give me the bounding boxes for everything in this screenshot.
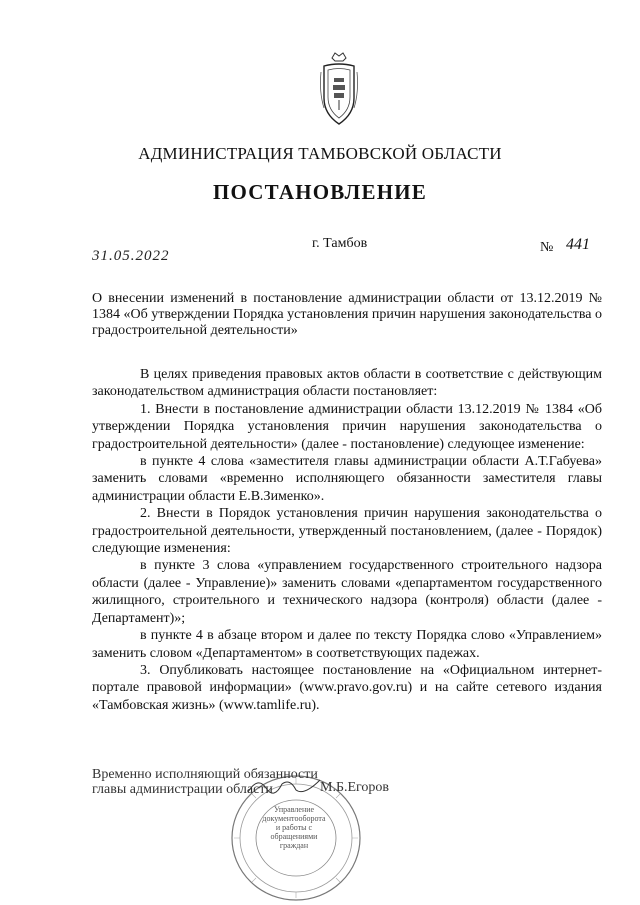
organization-title: АДМИНИСТРАЦИЯ ТАМБОВСКОЙ ОБЛАСТИ bbox=[138, 144, 502, 163]
body-paragraph: в пункте 4 в абзаце втором и далее по тексту Порядка слово «Управлением» заменить словом «Департаментом» в соответствующих падежах. bbox=[92, 628, 602, 661]
body-paragraph: 2. Внести в Порядок установления причин нарушения законодательства о градостроительной деятельности, утвержденный постановлением, (далее - Порядок) следующие изменения: bbox=[92, 506, 602, 557]
body-paragraph: 3. Опубликовать настоящее постановление на «Официальном интернет-портале правовой информации» (www.pravo.gov.ru) и на сайте сетевого издания «Тамбовская жизнь» (www.tamlife.ru). bbox=[92, 662, 602, 713]
body-paragraph: 1. Внести в постановление администрации области 13.12.2019 № 1384 «Об утверждении Порядка установления причин нарушения законодательства о градостроительной деятельности» (далее - постановление) следующее изменение: bbox=[92, 401, 602, 452]
body-paragraph: В целях приведения правовых актов области в соответствие с действующим законодательством администрация области постановляет: bbox=[92, 367, 602, 400]
signatory-position-line2: главы администрации области bbox=[92, 782, 273, 797]
document-body bbox=[92, 366, 602, 714]
signatory-position-line1: Временно исполняющий обязанности bbox=[92, 767, 318, 782]
document-number: 441 bbox=[566, 236, 590, 253]
document-city: г. Тамбов bbox=[312, 236, 368, 251]
document-number-label: № bbox=[540, 240, 554, 255]
seal-inner-text: Управление документооборота и работы с обращениями граждан bbox=[262, 805, 326, 850]
body-paragraph: в пункте 4 слова «заместителя главы администрации области А.Т.Габуева» заменить словами «временно исполняющего обязанности заместителя главы администрации области Е.В.Зименко». bbox=[92, 454, 602, 504]
document-date: 31.05.2022 bbox=[92, 248, 170, 264]
coat-of-arms-icon bbox=[318, 52, 360, 130]
signatory-name: М.Б.Егоров bbox=[320, 780, 390, 795]
document-type-title: ПОСТАНОВЛЕНИЕ bbox=[212, 180, 428, 204]
handwritten-signature bbox=[246, 774, 322, 798]
body-paragraph: в пункте 3 слова «управлением государственного строительного надзора области (далее - Управление)» заменить словами «департаментом государственного жилищного, строительного и технического надзора (контроля) области (далее - Департамент)»; bbox=[92, 558, 602, 626]
document-subject: О внесении изменений в постановление администрации области от 13.12.2019 № 1384 «Об утверждении Порядка установления причин нарушения законодательства о градостроительной деятельности» bbox=[92, 291, 602, 338]
